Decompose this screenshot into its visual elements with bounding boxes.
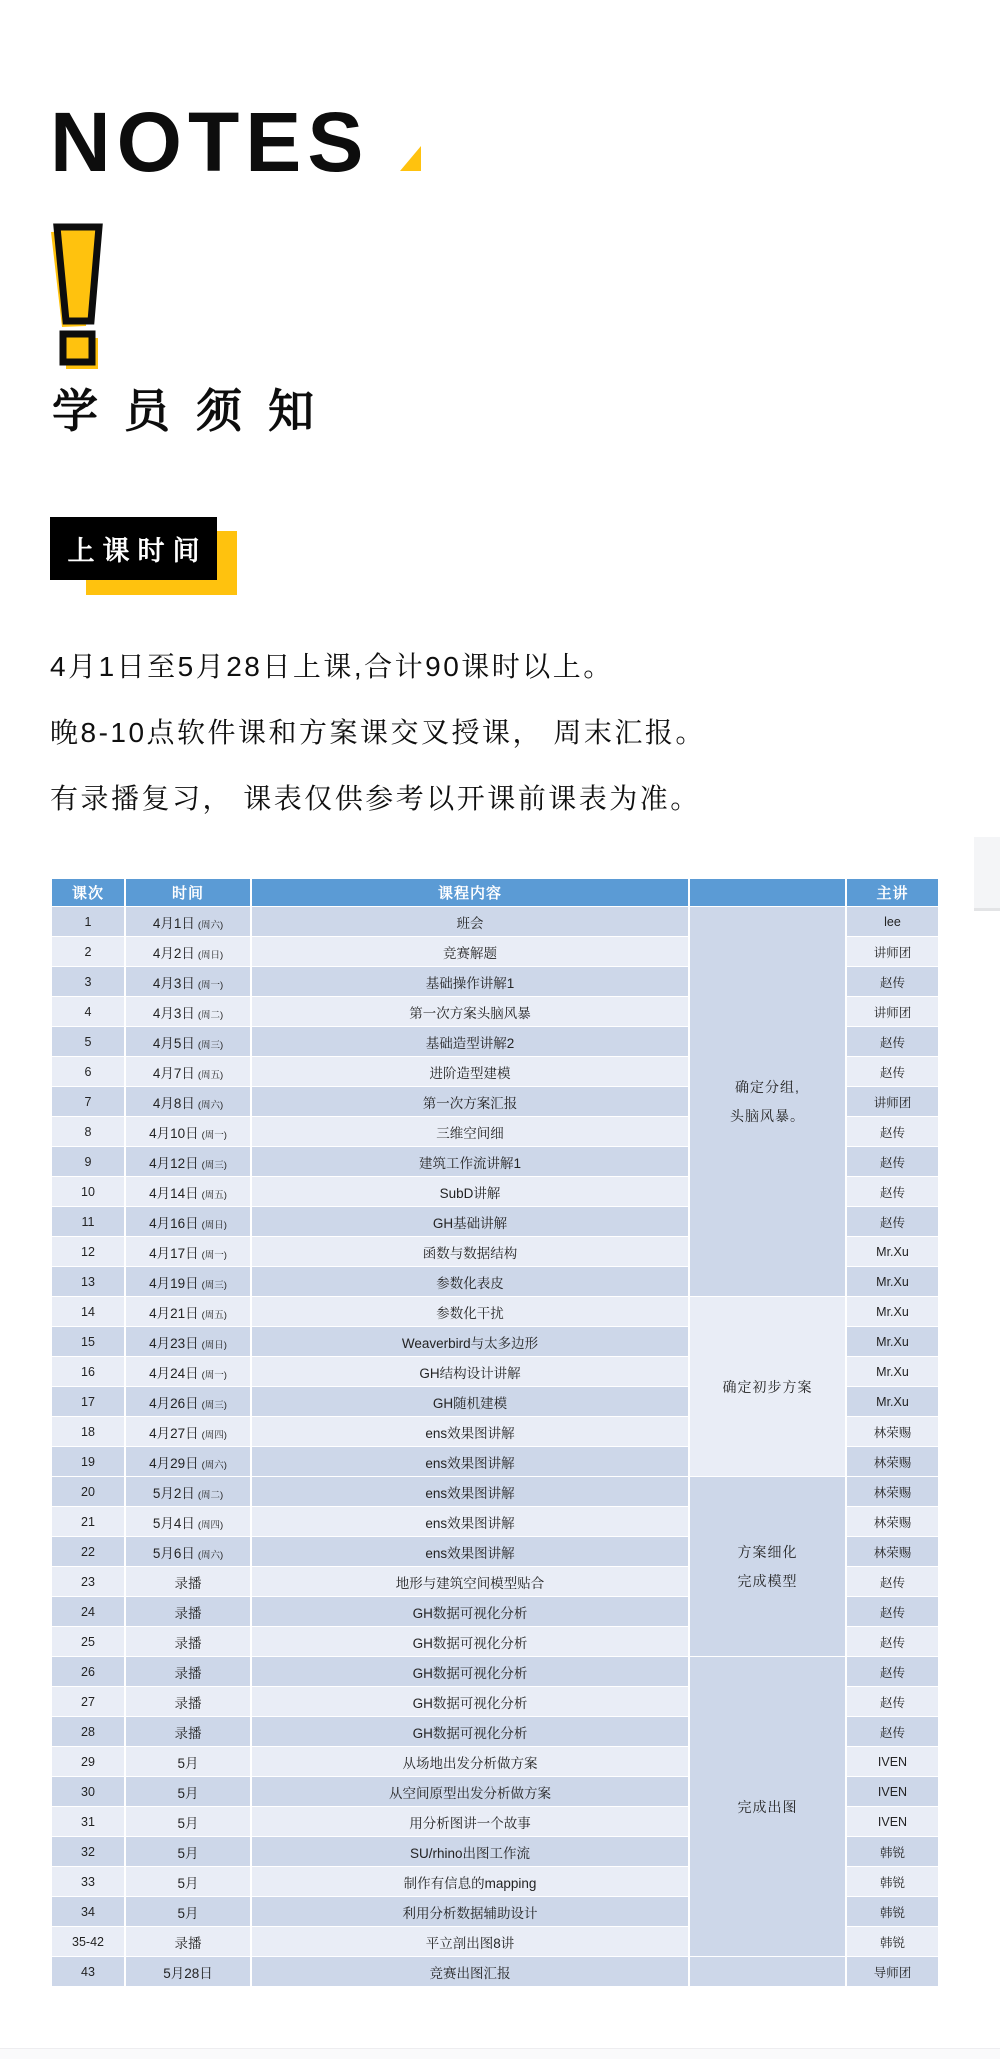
lesson-no-cell: 20 <box>52 1477 124 1506</box>
content-cell: 从空间原型出发分析做方案 <box>252 1777 688 1806</box>
time-cell: 5月 <box>126 1807 250 1836</box>
time-cell: 4月21日 (周五) <box>126 1297 250 1326</box>
teacher-cell: 赵传 <box>847 1177 938 1206</box>
lesson-no-cell: 17 <box>52 1387 124 1416</box>
page-subtitle: 学员须知 <box>52 385 340 437</box>
lesson-no-cell: 43 <box>52 1957 124 1986</box>
teacher-cell: Mr.Xu <box>847 1297 938 1326</box>
lesson-no-cell: 31 <box>52 1807 124 1836</box>
content-cell: 竞赛解题 <box>252 937 688 966</box>
content-cell: 三维空间细 <box>252 1117 688 1146</box>
lesson-no-cell: 28 <box>52 1717 124 1746</box>
column-header: 主讲 <box>847 879 938 906</box>
time-cell: 4月26日 (周三) <box>126 1387 250 1416</box>
time-cell: 4月27日 (周四) <box>126 1417 250 1446</box>
content-cell: SubD讲解 <box>252 1177 688 1206</box>
lesson-no-cell: 30 <box>52 1777 124 1806</box>
teacher-cell: lee <box>847 907 938 936</box>
time-cell: 4月7日 (周五) <box>126 1057 250 1086</box>
content-cell: 基础造型讲解2 <box>252 1027 688 1056</box>
lesson-no-cell: 2 <box>52 937 124 966</box>
lesson-no-cell: 25 <box>52 1627 124 1656</box>
table-row <box>52 1477 938 1506</box>
content-cell: 参数化表皮 <box>252 1267 688 1296</box>
time-cell: 4月3日 (周二) <box>126 997 250 1026</box>
time-cell: 录播 <box>126 1717 250 1746</box>
content-cell: 用分析图讲一个故事 <box>252 1807 688 1836</box>
notice-line: 晚8-10点软件课和方案课交叉授课， 周末汇报。 <box>50 717 706 748</box>
teacher-cell: 赵传 <box>847 1717 938 1746</box>
teacher-cell: Mr.Xu <box>847 1387 938 1416</box>
time-cell: 4月23日 (周日) <box>126 1327 250 1356</box>
teacher-cell: 讲师团 <box>847 1087 938 1116</box>
content-cell: 平立剖出图8讲 <box>252 1927 688 1956</box>
lesson-no-cell: 23 <box>52 1567 124 1596</box>
time-cell: 5月28日 <box>126 1957 250 1986</box>
time-cell: 5月 <box>126 1867 250 1896</box>
teacher-cell: Mr.Xu <box>847 1357 938 1386</box>
lesson-no-cell: 7 <box>52 1087 124 1116</box>
teacher-cell: 林荣赐 <box>847 1417 938 1446</box>
content-cell: GH基础讲解 <box>252 1207 688 1236</box>
time-cell: 4月5日 (周三) <box>126 1027 250 1056</box>
content-cell: 第一次方案头脑风暴 <box>252 997 688 1026</box>
lesson-no-cell: 14 <box>52 1297 124 1326</box>
time-cell: 4月10日 (周一) <box>126 1117 250 1146</box>
content-cell: GH数据可视化分析 <box>252 1717 688 1746</box>
content-cell: 进阶造型建模 <box>252 1057 688 1086</box>
content-cell: 基础操作讲解1 <box>252 967 688 996</box>
time-cell: 4月2日 (周日) <box>126 937 250 966</box>
time-cell: 录播 <box>126 1567 250 1596</box>
section-badge <box>50 517 217 580</box>
teacher-cell: Mr.Xu <box>847 1237 938 1266</box>
teacher-cell: 讲师团 <box>847 937 938 966</box>
course-table <box>50 878 940 1987</box>
time-cell: 4月12日 (周三) <box>126 1147 250 1176</box>
teacher-cell: 韩锐 <box>847 1837 938 1866</box>
column-header: 课程内容 <box>252 879 688 906</box>
table-row <box>52 1297 938 1326</box>
content-cell: GH随机建模 <box>252 1387 688 1416</box>
content-cell: 第一次方案汇报 <box>252 1087 688 1116</box>
notice-paragraphs <box>50 634 980 832</box>
time-cell: 5月2日 (周二) <box>126 1477 250 1506</box>
content-cell: ens效果图讲解 <box>252 1417 688 1446</box>
lesson-no-cell: 26 <box>52 1657 124 1686</box>
time-cell: 录播 <box>126 1687 250 1716</box>
lesson-no-cell: 5 <box>52 1027 124 1056</box>
teacher-cell: 讲师团 <box>847 997 938 1026</box>
content-cell: 参数化干扰 <box>252 1297 688 1326</box>
time-cell: 4月17日 (周一) <box>126 1237 250 1266</box>
content-cell: Weaverbird与太多边形 <box>252 1327 688 1356</box>
teacher-cell: IVEN <box>847 1777 938 1806</box>
teacher-cell: 林荣赐 <box>847 1507 938 1536</box>
teacher-cell: 赵传 <box>847 1207 938 1236</box>
time-cell: 录播 <box>126 1657 250 1686</box>
lesson-no-cell: 18 <box>52 1417 124 1446</box>
time-cell: 4月14日 (周五) <box>126 1177 250 1206</box>
phase-cell: 完成出图 <box>690 1657 845 1956</box>
table-row <box>52 1957 938 1986</box>
phase-cell <box>690 1957 845 1986</box>
content-cell: GH结构设计讲解 <box>252 1357 688 1386</box>
time-cell: 4月1日 (周六) <box>126 907 250 936</box>
lesson-no-cell: 13 <box>52 1267 124 1296</box>
content-cell: 竞赛出图汇报 <box>252 1957 688 1986</box>
teacher-cell: Mr.Xu <box>847 1267 938 1296</box>
lesson-no-cell: 27 <box>52 1687 124 1716</box>
lesson-no-cell: 8 <box>52 1117 124 1146</box>
teacher-cell: 赵传 <box>847 1567 938 1596</box>
lesson-no-cell: 4 <box>52 997 124 1026</box>
phase-cell: 确定初步方案 <box>690 1297 845 1476</box>
content-cell: 利用分析数据辅助设计 <box>252 1897 688 1926</box>
lesson-no-cell: 29 <box>52 1747 124 1776</box>
time-cell: 5月 <box>126 1837 250 1866</box>
table-row <box>52 907 938 936</box>
content-cell: GH数据可视化分析 <box>252 1597 688 1626</box>
content-cell: GH数据可视化分析 <box>252 1687 688 1716</box>
lesson-no-cell: 11 <box>52 1207 124 1236</box>
lesson-no-cell: 10 <box>52 1177 124 1206</box>
exclamation-icon <box>50 222 110 379</box>
lesson-no-cell: 19 <box>52 1447 124 1476</box>
teacher-cell: IVEN <box>847 1807 938 1836</box>
teacher-cell: 赵传 <box>847 1027 938 1056</box>
time-cell: 录播 <box>126 1927 250 1956</box>
section-badge-label: 上课时间 <box>67 536 208 566</box>
content-cell: ens效果图讲解 <box>252 1537 688 1566</box>
lesson-no-cell: 3 <box>52 967 124 996</box>
column-header: 课次 <box>52 879 124 906</box>
teacher-cell: 韩锐 <box>847 1927 938 1956</box>
phase-cell: 确定分组, 头脑风暴。 <box>690 907 845 1296</box>
time-cell: 4月8日 (周六) <box>126 1087 250 1116</box>
table-row <box>52 1657 938 1686</box>
teacher-cell: 赵传 <box>847 1657 938 1686</box>
content-cell: ens效果图讲解 <box>252 1507 688 1536</box>
time-cell: 4月3日 (周一) <box>126 967 250 996</box>
time-cell: 5月6日 (周六) <box>126 1537 250 1566</box>
lesson-no-cell: 24 <box>52 1597 124 1626</box>
notice-line: 4月1日至5月28日上课,合计90课时以上。 <box>50 651 614 682</box>
teacher-cell: 导师团 <box>847 1957 938 1986</box>
teacher-cell: 赵传 <box>847 967 938 996</box>
lesson-no-cell: 34 <box>52 1897 124 1926</box>
time-cell: 5月 <box>126 1777 250 1806</box>
time-cell: 5月 <box>126 1747 250 1776</box>
teacher-cell: 林荣赐 <box>847 1447 938 1476</box>
lesson-no-cell: 12 <box>52 1237 124 1266</box>
column-header: 时间 <box>126 879 250 906</box>
lesson-no-cell: 15 <box>52 1327 124 1356</box>
lesson-no-cell: 1 <box>52 907 124 936</box>
content-cell: 建筑工作流讲解1 <box>252 1147 688 1176</box>
lesson-no-cell: 9 <box>52 1147 124 1176</box>
content-cell: 制作有信息的mapping <box>252 1867 688 1896</box>
page-title: NOTES <box>50 95 370 189</box>
teacher-cell: IVEN <box>847 1747 938 1776</box>
teacher-cell: 韩锐 <box>847 1867 938 1896</box>
teacher-cell: 林荣赐 <box>847 1477 938 1506</box>
accent-triangle-icon <box>400 146 421 171</box>
lesson-no-cell: 35-42 <box>52 1927 124 1956</box>
content-cell: GH数据可视化分析 <box>252 1657 688 1686</box>
teacher-cell: 赵传 <box>847 1627 938 1656</box>
content-cell: ens效果图讲解 <box>252 1477 688 1506</box>
teacher-cell: 赵传 <box>847 1057 938 1086</box>
teacher-cell: Mr.Xu <box>847 1327 938 1356</box>
time-cell: 4月24日 (周一) <box>126 1357 250 1386</box>
lesson-no-cell: 6 <box>52 1057 124 1086</box>
phase-cell: 方案细化 完成模型 <box>690 1477 845 1656</box>
lesson-no-cell: 32 <box>52 1837 124 1866</box>
teacher-cell: 赵传 <box>847 1687 938 1716</box>
time-cell: 录播 <box>126 1597 250 1626</box>
time-cell: 4月29日 (周六) <box>126 1447 250 1476</box>
content-cell: 班会 <box>252 907 688 936</box>
content-cell: 地形与建筑空间模型贴合 <box>252 1567 688 1596</box>
bottom-divider <box>0 2048 1000 2059</box>
content-cell: SU/rhino出图工作流 <box>252 1837 688 1866</box>
lesson-no-cell: 33 <box>52 1867 124 1896</box>
scrollbar-thumb[interactable] <box>974 837 1000 911</box>
content-cell: 从场地出发分析做方案 <box>252 1747 688 1776</box>
time-cell: 录播 <box>126 1627 250 1656</box>
teacher-cell: 赵传 <box>847 1597 938 1626</box>
teacher-cell: 韩锐 <box>847 1897 938 1926</box>
lesson-no-cell: 16 <box>52 1357 124 1386</box>
lesson-no-cell: 22 <box>52 1537 124 1566</box>
time-cell: 4月19日 (周三) <box>126 1267 250 1296</box>
content-cell: GH数据可视化分析 <box>252 1627 688 1656</box>
time-cell: 5月 <box>126 1897 250 1926</box>
teacher-cell: 林荣赐 <box>847 1537 938 1566</box>
teacher-cell: 赵传 <box>847 1147 938 1176</box>
teacher-cell: 赵传 <box>847 1117 938 1146</box>
time-cell: 4月16日 (周日) <box>126 1207 250 1236</box>
lesson-no-cell: 21 <box>52 1507 124 1536</box>
content-cell: ens效果图讲解 <box>252 1447 688 1476</box>
time-cell: 5月4日 (周四) <box>126 1507 250 1536</box>
notice-line: 有录播复习， 课表仅供参考以开课前课表为准。 <box>50 783 701 814</box>
column-header <box>690 879 845 906</box>
course-schedule <box>50 878 940 1987</box>
content-cell: 函数与数据结构 <box>252 1237 688 1266</box>
